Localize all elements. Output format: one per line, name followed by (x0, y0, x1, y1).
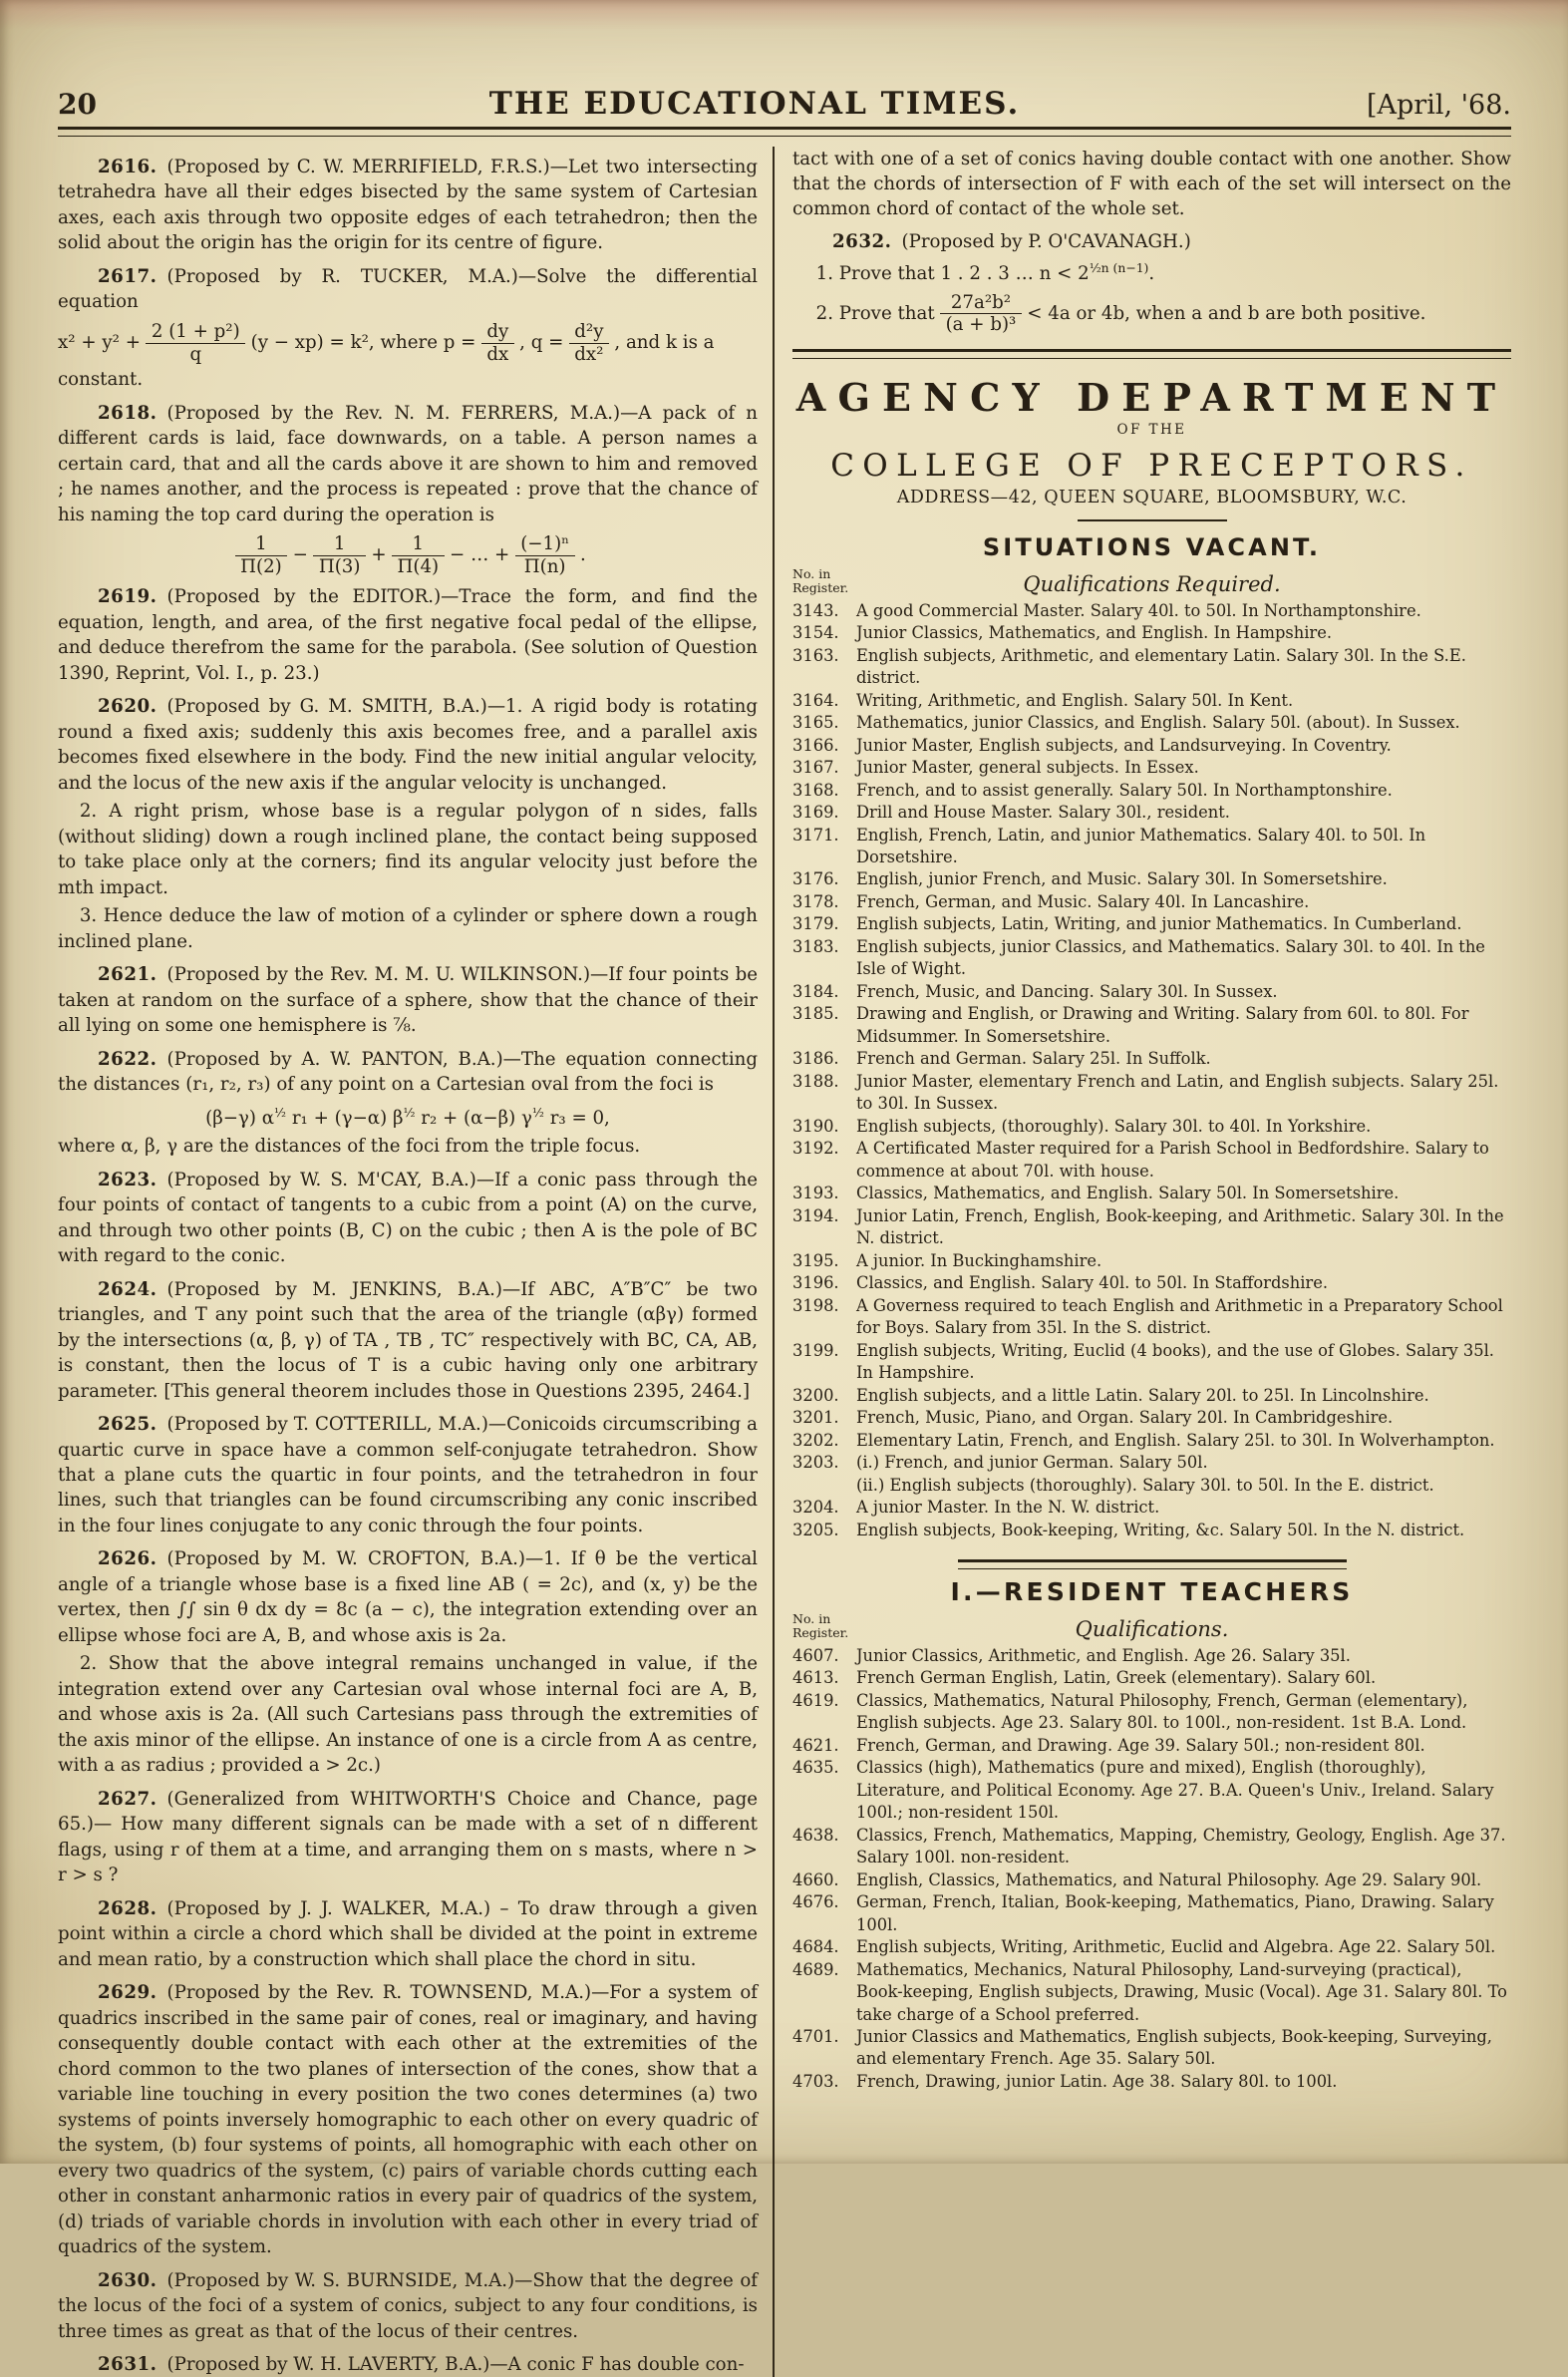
situations-list-header (792, 567, 1511, 596)
register-column-label: No. in Register. (792, 565, 849, 596)
situation-item (792, 1497, 1511, 1519)
situations-vacant-heading: SITUATIONS VACANT. (982, 532, 1322, 561)
situation-text: Drawing and English, or Drawing and Writing. Salary from 60l. to 80l. For Midsummer. In Somersetshire. (856, 1004, 1469, 1046)
situation-item (792, 600, 1511, 622)
of-the-label: OF THE (1116, 421, 1187, 438)
register-number: 3164. (792, 690, 839, 710)
address-line: ADDRESS—42, QUEEN SQUARE, BLOOMSBURY, W.C. (896, 487, 1408, 508)
problem-2624: 2624. (Proposed by M. JENKINS, B.A.)—If ABC, A″B″C″ be two triangles, and T any point such that the area of the triangle (αβγ) formed by the intersections (α, β, γ) of TA , TB , TC″ respectively with BC, CA, AB, is constant, then the locus of T is a cubic having only one arbitrary parameter. [This general theorem includes those in Questions 2395, 2464.] (58, 1278, 758, 1402)
register-number: 4638. (792, 1825, 839, 1845)
teacher-text: Mathematics, Mechanics, Natural Philosophy, Land-surveying (practical), Book-keeping, English subjects, Drawing, Music (Vocal). Age 31. Salary 80l. To take charge of a School preferred. (856, 1959, 1507, 2024)
teacher-item (792, 1690, 1511, 1735)
situation-text: (ii.) English subjects (thoroughly). Salary 30l. to 50l. In the E. district. (856, 1475, 1434, 1495)
situation-text: English, junior French, and Music. Salary 30l. In Somersetshire. (856, 869, 1388, 889)
section-rule (958, 1559, 1347, 1569)
register-number: 3192. (792, 1139, 839, 1159)
teacher-item (792, 1936, 1511, 1958)
situation-text: Junior Master, general subjects. In Essex. (856, 758, 1199, 778)
teacher-text: Junior Classics and Mathematics, English subjects, Book-keeping, Surveying, and elementary French. Age 35. Salary 50l. (856, 2027, 1492, 2069)
situation-item (792, 690, 1511, 712)
teacher-text: English, Classics, Mathematics, and Natural Philosophy. Age 29. Salary 90l. (856, 1869, 1482, 1889)
register-number: 3168. (792, 780, 839, 800)
situation-item (792, 891, 1511, 913)
teacher-item (792, 1757, 1511, 1824)
register-number: 4621. (792, 1735, 839, 1755)
problem-2620-part2: 2. A right prism, whose base is a regular polygon of n sides, falls (without sliding) down a rough inclined plane, the contact being supposed to take place only at the corners; find its angular velocity just before the mth impact. (58, 801, 758, 898)
register-number: 3184. (792, 981, 839, 1001)
equation-2622: (β−γ) $\alpha^{\frac{1}{2}}$ r₁ + (γ−α) $\beta^{\frac{1}{2}}$ r₂ + (α−β) $\gamma^{\frac{1}{2}}$ r₃ = 0, (205, 1105, 610, 1129)
register-number: 3183. (792, 936, 839, 956)
register-number: 3198. (792, 1295, 839, 1315)
register-number: 3171. (792, 825, 839, 845)
register-number: 4613. (792, 1668, 839, 1688)
teacher-item (792, 1667, 1511, 1689)
teacher-item (792, 1891, 1511, 1936)
agency-department-title: AGENCY DEPARTMENT (795, 374, 1508, 420)
teachers-list-header (792, 1612, 1511, 1641)
situation-text: A good Commercial Master. Salary 40l. to 50l. In Northamptonshire. (856, 600, 1421, 620)
situations-vacant-list (792, 600, 1511, 1541)
register-number: 3205. (792, 1520, 839, 1539)
situation-item (792, 1430, 1511, 1452)
two-column-layout (58, 147, 1511, 2377)
register-number: 3163. (792, 645, 839, 665)
register-number: 3186. (792, 1049, 839, 1069)
situation-text: English subjects, and a little Latin. Salary 20l. to 25l. In Lincolnshire. (856, 1385, 1429, 1405)
situation-item (792, 825, 1511, 869)
situation-text: French, and to assist generally. Salary 50l. In Northamptonshire. (856, 780, 1393, 800)
register-number: 3190. (792, 1116, 839, 1136)
teacher-text: German, French, Italian, Book-keeping, Mathematics, Piano, Drawing. Salary 100l. (856, 1892, 1494, 1934)
problem-2630: 2630. (Proposed by W. S. BURNSIDE, M.A.)—Show that the degree of the locus of the foci of a system of conics, subject to any four conditions, is three times as great as that of the locus of their centres. (58, 2269, 758, 2342)
situation-item (792, 712, 1511, 734)
situation-item (792, 780, 1511, 802)
problem-2620: 2620. (Proposed by G. M. SMITH, B.A.)—1. A rigid body is rotating round a fixed axis; suddenly this axis becomes free, and a parallel axis becomes fixed elsewhere in the body. Find the new initial angular velocity, and the locus of the new axis if the angular velocity is unchanged. (58, 696, 758, 794)
situation-text: Classics, and English. Salary 40l. to 50l. In Staffordshire. (856, 1273, 1329, 1293)
teacher-text: Classics (high), Mathematics (pure and mixed), English (thoroughly), Literature, and Political Economy. Age 27. B.A. Queen's Univ., Ireland. Salary 100l.; non-resident 150l. (856, 1758, 1494, 1823)
situation-item (792, 757, 1511, 779)
situation-item (792, 645, 1511, 690)
problem-2620-part3: 3. Hence deduce the law of motion of a cylinder or sphere down a rough inclined plane. (58, 905, 758, 952)
situation-item (792, 1272, 1511, 1294)
situation-item (792, 1205, 1511, 1250)
situation-item (792, 802, 1511, 824)
page-title: THE EDUCATIONAL TIMES. (488, 86, 1021, 122)
register-number: 4607. (792, 1645, 839, 1665)
right-column (775, 147, 1511, 2377)
teacher-item (792, 1735, 1511, 1757)
fraction: $\frac{\text{d²y}}{\text{dx²}}$ (569, 322, 609, 364)
situation-item (792, 622, 1511, 644)
situation-item (792, 1295, 1511, 1340)
problem-2627: 2627. (Generalized from WHITWORTH'S Choice and Chance, page 65.)— How many different signals can be made with a set of n different flags, using r of them at a time, and arranging them on s masts, where n > r > s ? (58, 1788, 758, 1886)
register-number: 3194. (792, 1205, 839, 1225)
register-number: 3199. (792, 1340, 839, 1360)
problem-2631-continuation: tact with one of a set of conics having double contact with one another. Show that the chords of intersection of F with each of the set will intersect on the common chord of contact of the whole set. (792, 149, 1511, 220)
resident-teachers-heading: I.—RESIDENT TEACHERS (950, 1577, 1354, 1607)
problem-2632: 2632. (Proposed by P. O'CAVANAGH.) (832, 231, 1191, 253)
problem-2626: 2626. (Proposed by M. W. CROFTON, B.A.)—1. If θ be the vertical angle of a triangle whose base is a fixed line AB ( = 2c), and (x, y) be the vertex, then ∫∫ sin θ dx dy = 8c (a − c), the integration extending over an ellipse whose foci are A, B, and whose axis is 2a. (58, 1548, 758, 1646)
resident-teachers-list (792, 1645, 1511, 2094)
teacher-text: French, German, and Drawing. Age 39. Salary 50l.; non-resident 80l. (856, 1735, 1425, 1755)
situation-item (792, 1116, 1511, 1138)
situation-text: A Certificated Master required for a Parish School in Bedfordshire. Salary to commence at about 70l. with house. (856, 1139, 1489, 1181)
teacher-text: Junior Classics, Arithmetic, and English. Age 26. Salary 35l. (856, 1645, 1351, 1665)
register-number: 3200. (792, 1385, 839, 1405)
situation-text: A junior. In Buckinghamshire. (856, 1250, 1102, 1270)
register-number: 3188. (792, 1071, 839, 1091)
situation-item (792, 1003, 1511, 1048)
register-number: 3169. (792, 803, 839, 823)
situation-text: Junior Classics, Mathematics, and English. In Hampshire. (856, 623, 1333, 643)
situation-text: English, French, Latin, and junior Mathematics. Salary 40l. to 50l. In Dorsetshire. (856, 825, 1426, 866)
problem-2632-part1: 1. Prove that 1 . 2 . 3 … $n < 2^{\frac{1}{2}n (n-1)}$. (815, 261, 1155, 285)
register-number: 3166. (792, 735, 839, 755)
equation-2618: $\frac{1}{\Pi(2)}$ − $\frac{1}{\Pi(3)}$ + $\frac{1}{\Pi(4)}$ − … + $\frac{\text{(−1)ⁿ}}{\Pi(n)}$ . (58, 534, 758, 576)
situation-text: English subjects, Latin, Writing, and junior Mathematics. In Cumberland. (856, 914, 1462, 934)
situation-item (792, 913, 1511, 935)
register-number: 3143. (792, 600, 839, 620)
equation-2617: x² + y² + $\frac{\text{2 (1 + p²)}}{q}$ (y − xp) = k², where p = $\frac{dy}{dx}$ , q = $\frac{\text{d²y}}{\text{dx²}}$ , and k is a (58, 320, 715, 365)
situation-text: Junior Master, English subjects, and Landsurveying. In Coventry. (856, 735, 1392, 755)
fraction: $\frac{\text{2 (1 + p²)}}{q}$ (146, 322, 245, 364)
situation-item (792, 1385, 1511, 1407)
situation-text: Drill and House Master. Salary 30l., resident. (856, 803, 1230, 823)
problem-2629: 2629. (Proposed by the Rev. R. TOWNSEND, M.A.)—For a system of quadrics inscribed in the same pair of cones, real or imaginary, and having consequently double contact with each other at the extremities of the chord common to the two planes of intersection of the cones, show that a variable line touching in every position the two cones determines (a) two systems of points inversely homographic to each other on every quadric of the system, (b) four systems of points, all homographic with each other on every two quadrics of the system, (c) pairs of variable chords cutting each other in constant anharmonic ratios in every pair of quadrics of the system, (d) triads of variable chords in involution with each other in every triad of quadrics of the system. (58, 1982, 758, 2258)
register-number: 3203. (792, 1453, 839, 1473)
teacher-text: Classics, Mathematics, Natural Philosophy, French, German (elementary), English subjects. Age 23. Salary 80l. to 100l., non-resident. 1st B.A. Lond. (856, 1690, 1468, 1733)
page-content (58, 86, 1511, 2377)
register-number: 4701. (792, 2027, 839, 2046)
situation-item (792, 1071, 1511, 1116)
register-number: 4684. (792, 1937, 839, 1957)
page-number: 20 (58, 88, 97, 121)
situation-text: (i.) French, and junior German. Salary 50l. (856, 1453, 1208, 1473)
situation-text: Elementary Latin, French, and English. Salary 25l. to 30l. In Wolverhampton. (856, 1430, 1495, 1450)
problem-2623: 2623. (Proposed by W. S. M'CAY, B.A.)—If a conic pass through the four points of contact of tangents to a cubic from a point (A) on the curve, and through two other points (B, C) on the cubic ; then A is the pole of BC with regard to the conic. (58, 1169, 758, 1267)
teacher-text: French, Drawing, junior Latin. Age 38. Salary 80l. to 100l. (856, 2071, 1338, 2091)
situation-item (792, 1452, 1511, 1474)
situation-text: French, Music, Piano, and Organ. Salary 20l. In Cambridgeshire. (856, 1408, 1394, 1428)
teacher-item (792, 1959, 1511, 2026)
register-number: 3196. (792, 1273, 839, 1293)
problem-2622-tail: where α, β, γ are the distances of the foci from the triple focus. (58, 1136, 641, 1158)
register-number: 4660. (792, 1869, 839, 1889)
fraction: $\frac{1}{\Pi(3)}$ (313, 534, 366, 576)
situation-item (792, 936, 1511, 981)
situation-text: English subjects, (thoroughly). Salary 30l. to 40l. In Yorkshire. (856, 1116, 1372, 1136)
situation-item (792, 1520, 1511, 1541)
problem-2619: 2619. (Proposed by the EDITOR.)—Trace the form, and find the equation, length, and area, of the first negative focal pedal of the ellipse, and deduce therefrom the same for the parabola. (See solution of Question 1390, Reprint, Vol. I., p. 23.) (58, 586, 758, 684)
situation-item (792, 1250, 1511, 1272)
situation-item (792, 1048, 1511, 1070)
situation-item (792, 1407, 1511, 1429)
problem-2631: 2631. (Proposed by W. H. LAVERTY, B.A.)—A conic F has double con- (98, 2353, 745, 2375)
register-number: 3179. (792, 914, 839, 934)
situation-text: A Governess required to teach English and Arithmetic in a Preparatory School for Boys. Salary from 35l. In the S. district. (856, 1295, 1503, 1338)
situation-text: Mathematics, junior Classics, and English. Salary 50l. (about). In Sussex. (856, 713, 1460, 733)
masthead (58, 86, 1511, 122)
situation-text: English subjects, junior Classics, and Mathematics. Salary 30l. to 40l. In the Isle of Wight. (856, 936, 1485, 979)
college-of-preceptors-title: COLLEGE OF PRECEPTORS. (830, 447, 1473, 484)
register-number: 3167. (792, 758, 839, 778)
teacher-text: Classics, French, Mathematics, Mapping, Chemistry, Geology, English. Age 37. Salary 100l. non-resident. (856, 1825, 1506, 1868)
register-number: 3165. (792, 713, 839, 733)
situation-text: A junior Master. In the N. W. district. (856, 1498, 1160, 1518)
situation-text: Writing, Arithmetic, and English. Salary 50l. In Kent. (856, 690, 1294, 710)
teacher-text: French German English, Latin, Greek (elementary). Salary 60l. (856, 1668, 1377, 1688)
situation-item (792, 981, 1511, 1003)
register-number: 4689. (792, 1959, 839, 1979)
situation-item (792, 1475, 1511, 1497)
teacher-text: English subjects, Writing, Arithmetic, Euclid and Algebra. Age 22. Salary 50l. (856, 1937, 1496, 1957)
masthead-rule (58, 127, 1511, 137)
short-rule (1078, 519, 1227, 521)
situation-text: English subjects, Arithmetic, and elementary Latin. Salary 30l. In the S.E. district. (856, 645, 1466, 688)
problem-2617: 2617. (Proposed by R. TUCKER, M.A.)—Solve the differential equation (58, 265, 758, 313)
register-column-label: No. in Register. (792, 1611, 849, 1641)
register-number: 4635. (792, 1758, 839, 1778)
teacher-item (792, 2071, 1511, 2093)
problem-2616: 2616. (Proposed by C. W. MERRIFIELD, F.R.S.)—Let two intersecting tetrahedra have all their edges bisected by the same system of Cartesian axes, each axis through two opposite edges of each tetrahedron; then the solid about the origin has the origin for its centre of figure. (58, 157, 758, 254)
situation-item (792, 1138, 1511, 1183)
situation-item (792, 1340, 1511, 1385)
register-number: 3204. (792, 1498, 839, 1518)
qualifications-label: Qualifications. (1075, 1616, 1229, 1641)
section-rule (792, 349, 1511, 359)
register-number: 3176. (792, 869, 839, 889)
register-number: 3193. (792, 1184, 839, 1203)
teacher-item (792, 1869, 1511, 1891)
register-number: 3154. (792, 623, 839, 643)
fraction: $\frac{\text{27a²b²}}{\text{(a + b)³}}$ (940, 293, 1022, 335)
problem-2622: 2622. (Proposed by A. W. PANTON, B.A.)—The equation connecting the distances (r₁, r₂, r₃) of any point on a Cartesian oval from the foci is (58, 1048, 758, 1096)
register-number: 4619. (792, 1690, 839, 1710)
problem-2628: 2628. (Proposed by J. J. WALKER, M.A.) – To draw through a given point within a circle a chord which shall be divided at the point in extreme and mean ratio, by a construction which shall place the chord in situ. (58, 1897, 758, 1970)
issue-date: [April, '68. (1366, 90, 1511, 121)
fraction: $\frac{\text{(−1)ⁿ}}{\Pi(n)}$ (515, 534, 575, 576)
qualifications-required-label: Qualifications Required. (1023, 571, 1281, 596)
problem-2625: 2625. (Proposed by T. COTTERILL, M.A.)—Conicoids circumscribing a quartic curve in space have a common self-conjugate tetrahedron. Show that a plane cuts the quartic in four points, and the tetrahedron in four lines, such that triangles can be found circumscribing any conic inscribed in the four lines conjugate to any conic through the four points. (58, 1414, 758, 1536)
register-number: 3201. (792, 1408, 839, 1428)
register-number: 3178. (792, 891, 839, 911)
left-column (58, 147, 773, 2377)
situation-text: French, Music, and Dancing. Salary 30l. In Sussex. (856, 981, 1278, 1001)
register-number: 3195. (792, 1250, 839, 1270)
situation-text: French, German, and Music. Salary 40l. In Lancashire. (856, 891, 1310, 911)
problem-2618: 2618. (Proposed by the Rev. N. M. FERRERS, M.A.)—A pack of n different cards is laid, face downwards, on a table. A person names a certain card, that and all the cards above it are shown to him and removed ; he names another, and the process is repeated : prove that the chance of his naming the top card during the operation is (58, 402, 758, 525)
fraction: $\frac{dy}{dx}$ (481, 322, 514, 364)
register-number: 4676. (792, 1892, 839, 1912)
situation-item (792, 1183, 1511, 1204)
register-number: 3185. (792, 1004, 839, 1024)
problem-2617-tail: constant. (58, 369, 144, 391)
register-number: 4703. (792, 2071, 839, 2091)
situation-text: Classics, Mathematics, and English. Salary 50l. In Somersetshire. (856, 1184, 1400, 1203)
fraction: $\frac{1}{\Pi(2)}$ (235, 534, 288, 576)
situation-text: Junior Latin, French, English, Book-keeping, and Arithmetic. Salary 30l. In the N. district. (856, 1205, 1504, 1248)
teacher-item (792, 1825, 1511, 1869)
register-number: 3202. (792, 1430, 839, 1450)
teacher-item (792, 1645, 1511, 1667)
problem-2626-part2: 2. Show that the above integral remains unchanged in value, if the integration extend over any Cartesian oval whose internal foci are A, B, and whose axis is 2a. (All such Cartesians pass through the extremities of the axis minor of the ellipse. An instance of one is a circle from A as centre, with a as radius ; provided a > 2c.) (58, 1653, 758, 1777)
situation-text: English subjects, Book-keeping, Writing, &c. Salary 50l. In the N. district. (856, 1520, 1465, 1539)
situation-text: French and German. Salary 25l. In Suffolk. (856, 1049, 1211, 1069)
fraction: $\frac{1}{\Pi(4)}$ (392, 534, 445, 576)
problem-2632-part2: 2. Prove that $\frac{\text{27a²b²}}{\text{(a + b)³}}$ < 4a or 4b, when a and b are both positive. (815, 291, 1426, 336)
problem-2621: 2621. (Proposed by the Rev. M. M. U. WILKINSON.)—If four points be taken at random on the surface of a sphere, show that the chance of their all lying on some one hemisphere is ⅞. (58, 964, 758, 1037)
situation-item (792, 735, 1511, 757)
situation-item (792, 868, 1511, 890)
situation-text: Junior Master, elementary French and Latin, and English subjects. Salary 25l. to 30l. In Sussex. (856, 1071, 1499, 1114)
situation-text: English subjects, Writing, Euclid (4 books), and the use of Globes. Salary 35l. In Hampshire. (856, 1340, 1494, 1383)
teacher-item (792, 2026, 1511, 2071)
